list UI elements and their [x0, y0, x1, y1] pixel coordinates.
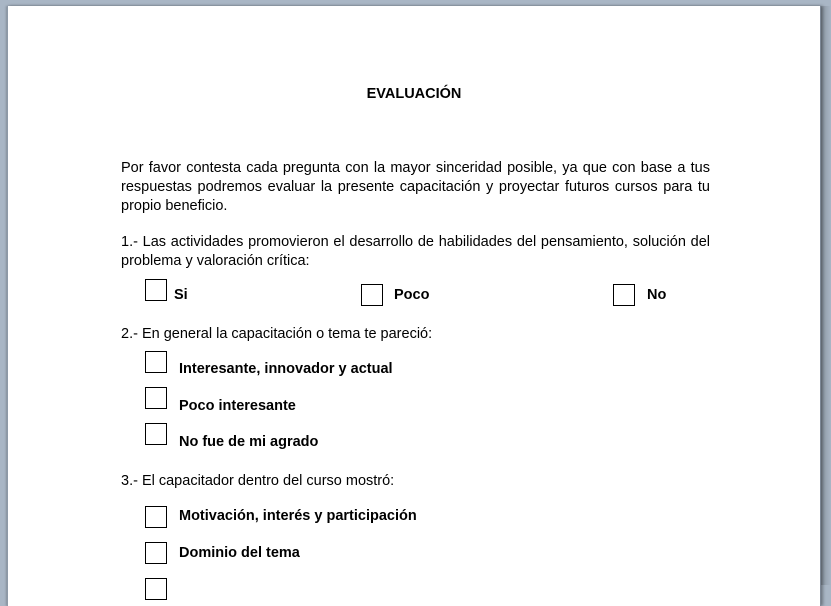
document-title: EVALUACIÓN — [366, 86, 462, 102]
checkbox-q1-si[interactable] — [145, 279, 167, 301]
checkbox-q2-interesante[interactable] — [145, 351, 167, 373]
checkbox-q2-poco-interesante[interactable] — [145, 387, 167, 409]
document-page — [7, 6, 821, 606]
checkbox-q1-no[interactable] — [613, 284, 635, 306]
option-q3-motivacion-label: Motivación, interés y participación — [179, 508, 417, 524]
checkbox-q3-motivacion[interactable] — [145, 506, 167, 528]
option-q1-no-label: No — [647, 287, 667, 303]
option-q2-poco-interesante-label: Poco interesante — [179, 398, 296, 414]
checkbox-q2-no-agrado[interactable] — [145, 423, 167, 445]
option-q3-dominio-label: Dominio del tema — [179, 545, 300, 561]
checkbox-q3-dominio[interactable] — [145, 542, 167, 564]
question-3-text: 3.- El capacitador dentro del curso mostró: — [121, 473, 395, 489]
checkbox-q3-next[interactable] — [145, 578, 167, 600]
option-q1-si-label: Si — [174, 287, 188, 303]
checkbox-q1-poco[interactable] — [361, 284, 383, 306]
option-q1-poco-label: Poco — [394, 287, 430, 303]
option-q2-no-agrado-label: No fue de mi agrado — [179, 434, 319, 450]
option-q2-interesante-label: Interesante, innovador y actual — [179, 361, 393, 377]
intro-paragraph: Por favor contesta cada pregunta con la mayor sinceridad posible, ya que con base a tus respuestas podremos evaluar la presente capacitación y proyectar futuros cursos para tu propio beneficio. — [121, 160, 710, 214]
question-2-text: 2.- En general la capacitación o tema te pareció: — [121, 326, 433, 342]
question-1-text: 1.- Las actividades promovieron el desarrollo de habilidades del pensamiento, solución del problema y valoración crítica: — [121, 234, 710, 269]
page-edge-shadow — [821, 6, 831, 585]
